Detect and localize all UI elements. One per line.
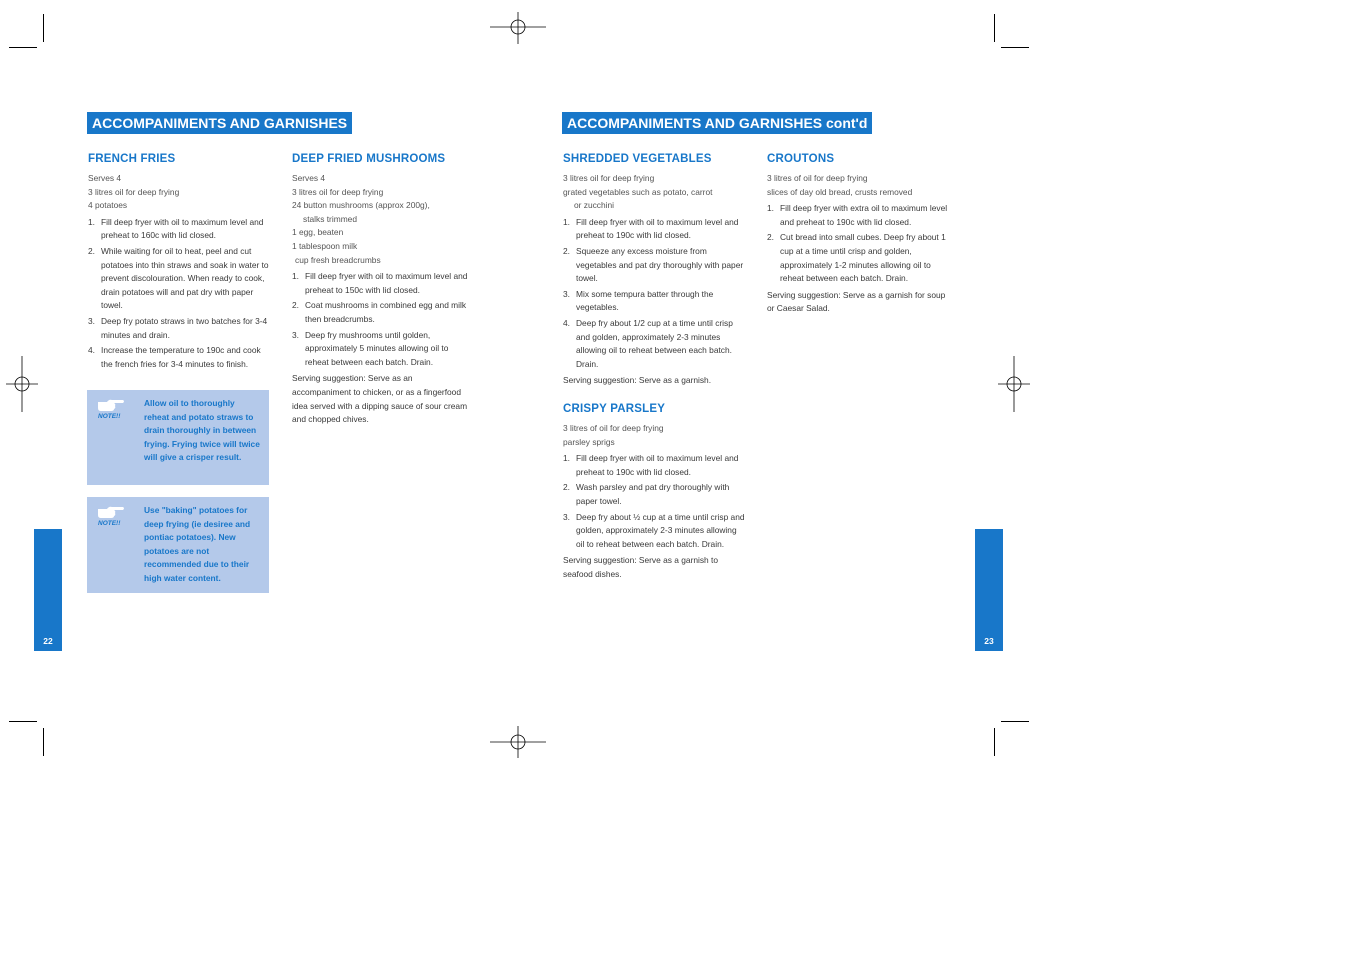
step bbox=[88, 216, 270, 243]
step bbox=[767, 202, 949, 229]
registration-mark-icon bbox=[0, 356, 50, 412]
crop-mark bbox=[994, 728, 995, 756]
step-number: 4. bbox=[88, 345, 95, 356]
step-number: 1. bbox=[88, 216, 95, 227]
ingredient: parsley sprigs bbox=[563, 436, 615, 447]
step-text: Increase the temperature to 190c and cook the french fries for 3-4 minutes to finish. bbox=[101, 345, 261, 369]
step-number: 3. bbox=[563, 288, 570, 299]
serving-suggestion: Serving suggestion: Serve as a garnish. bbox=[563, 375, 712, 386]
step bbox=[563, 317, 745, 371]
recipe-croutons bbox=[767, 152, 949, 316]
page-number-tab bbox=[34, 529, 62, 651]
step-text: Deep fry mushrooms until golden, approximately 5 minutes allowing oil to reheat between each batch. Drain. bbox=[305, 329, 449, 367]
ingredient: 3 litres of oil for deep frying bbox=[767, 173, 868, 183]
ingredient: Serves 4 bbox=[292, 173, 326, 183]
crop-mark bbox=[1001, 47, 1029, 48]
step-text: Deep fry about 1/2 cup at a time until crisp and golden, approximately 2-3 minutes allowing oil to reheat between each batch. Drain. bbox=[576, 317, 733, 369]
step bbox=[88, 344, 270, 371]
ingredient: 1 tablespoon milk bbox=[292, 240, 358, 251]
step-number: 2. bbox=[563, 245, 570, 256]
crop-mark bbox=[9, 47, 37, 48]
step bbox=[563, 216, 745, 243]
serving-suggestion: Serving suggestion: Serve as a garnish to seafood dishes. bbox=[563, 555, 719, 579]
step-text: Wash parsley and pat dry thoroughly with paper towel. bbox=[576, 482, 730, 506]
registration-mark-icon bbox=[986, 356, 1042, 412]
note-text: Allow oil to thoroughly reheat and potato straws to drain thoroughly in between frying. Frying twice will twice will give a crisper result. bbox=[144, 398, 260, 463]
note-box bbox=[87, 390, 269, 485]
ingredient: stalks trimmed bbox=[303, 213, 357, 224]
step-number: 2. bbox=[292, 300, 299, 311]
crop-mark bbox=[43, 728, 44, 756]
step-text: Squeeze any excess moisture from vegetables and pat dry thoroughly with paper towel. bbox=[576, 245, 744, 284]
step-text: Coat mushrooms in combined egg and milk then breadcrumbs. bbox=[305, 300, 467, 324]
step-number: 1. bbox=[292, 271, 299, 282]
ingredient: grated vegetables such as potato, carrot bbox=[563, 186, 713, 197]
page-banner-left: ACCOMPANIMENTS AND GARNISHES bbox=[87, 112, 352, 134]
recipe-title: FRENCH FRIES bbox=[88, 153, 176, 165]
step bbox=[563, 511, 745, 552]
step-number: 2. bbox=[767, 232, 774, 243]
step-text: Mix some tempura batter through the vegetables. bbox=[576, 288, 714, 313]
ingredient: 3 litres oil for deep frying bbox=[563, 173, 655, 183]
step-text: Fill deep fryer with extra oil to maximum level and preheat to 190c with lid closed. bbox=[780, 203, 948, 227]
ingredient: 1 egg, beaten bbox=[292, 227, 344, 238]
step-text: Fill deep fryer with oil to maximum level and preheat to 150c with lid closed. bbox=[305, 271, 468, 295]
ingredient: 3 litres of oil for deep frying bbox=[563, 423, 664, 433]
serving-suggestion: Serving suggestion: Serve as an accompaniment to chicken, or as a fingerfood idea served with a dipping sauce of sour cream and chopped chives. bbox=[292, 373, 468, 425]
page-number-tab bbox=[975, 529, 1003, 651]
step-text: Deep fry about ½ cup at a time until crisp and golden, approximately 2-3 minutes allowing oil to reheat between each batch. Drain. bbox=[576, 511, 745, 549]
step-number: 4. bbox=[563, 317, 570, 328]
step bbox=[88, 245, 270, 313]
crop-mark bbox=[43, 14, 44, 42]
step-text: Cut bread into small cubes. Deep fry about 1 cup at a time until crisp and golden, approximately 1-2 minutes allowing oil to reheat between each batch. Drain. bbox=[780, 232, 946, 284]
ingredient: 3 litres oil for deep frying bbox=[88, 186, 180, 197]
step-number: 1. bbox=[563, 216, 570, 227]
note-label: NOTE!! bbox=[98, 520, 121, 527]
ingredient: slices of day old bread, crusts removed bbox=[767, 186, 913, 197]
ingredient: cup fresh breadcrumbs bbox=[295, 254, 381, 265]
step bbox=[563, 452, 745, 479]
recipe-title: CROUTONS bbox=[767, 153, 835, 165]
page-number: 22 bbox=[43, 636, 53, 646]
step-number: 1. bbox=[563, 453, 570, 464]
step-text: While waiting for oil to heat, peel and cut potatoes into thin straws and soak in water to prevent discolouration. When ready to cook, drain potatoes will and pat dry with paper towel. bbox=[101, 245, 269, 311]
step-text: Fill deep fryer with oil to maximum level and preheat to 160c with lid closed. bbox=[101, 216, 264, 241]
step-number: 2. bbox=[563, 482, 570, 493]
step bbox=[563, 245, 745, 286]
note-text: Use "baking" potatoes for deep frying (ie desiree and pontiac potatoes). New potatoes are not recommended due to their high water content. bbox=[144, 505, 251, 583]
ingredient: 3 litres oil for deep frying bbox=[292, 186, 384, 197]
recipe-title: SHREDDED VEGETABLES bbox=[563, 153, 712, 165]
step-number: 3. bbox=[563, 511, 570, 522]
recipe-title: CRISPY PARSLEY bbox=[563, 403, 666, 415]
registration-mark-icon bbox=[490, 0, 546, 56]
page-number: 23 bbox=[984, 636, 994, 646]
step bbox=[88, 315, 270, 342]
step bbox=[767, 231, 949, 285]
recipe-french-fries bbox=[88, 152, 270, 373]
recipe-deep-fried-mushrooms bbox=[292, 152, 474, 427]
step bbox=[292, 270, 474, 297]
step bbox=[292, 299, 474, 326]
recipe-crispy-parsley bbox=[563, 402, 745, 582]
note-label: NOTE!! bbox=[98, 413, 121, 420]
pointing-hand-icon bbox=[97, 505, 125, 519]
page-banner-right: ACCOMPANIMENTS AND GARNISHES cont'd bbox=[562, 112, 872, 134]
step bbox=[563, 288, 745, 315]
ingredient: Serves 4 bbox=[88, 173, 122, 183]
ingredient: or zucchini bbox=[574, 200, 615, 211]
recipe-title: DEEP FRIED MUSHROOMS bbox=[292, 153, 446, 165]
registration-mark-icon bbox=[490, 714, 546, 770]
crop-mark bbox=[994, 14, 995, 42]
crop-mark bbox=[9, 721, 37, 722]
serving-suggestion: Serving suggestion: Serve as a garnish for soup or Caesar Salad. bbox=[767, 289, 946, 314]
step-text: Fill deep fryer with oil to maximum level and preheat to 190c with lid closed. bbox=[576, 216, 739, 241]
ingredient: 4 potatoes bbox=[88, 200, 128, 211]
recipe-shredded-vegetables bbox=[563, 152, 745, 388]
step-text: Fill deep fryer with oil to maximum level and preheat to 190c with lid closed. bbox=[576, 453, 739, 477]
crop-mark bbox=[1001, 721, 1029, 722]
step-number: 1. bbox=[767, 203, 774, 214]
step bbox=[563, 481, 745, 508]
step-number: 3. bbox=[88, 315, 95, 326]
step-number: 3. bbox=[292, 329, 299, 340]
step-number: 2. bbox=[88, 245, 95, 256]
note-box bbox=[87, 497, 269, 593]
step bbox=[292, 329, 474, 370]
ingredient: 24 button mushrooms (approx 200g), bbox=[292, 200, 430, 211]
pointing-hand-icon bbox=[97, 398, 125, 412]
step-text: Deep fry potato straws in two batches for 3-4 minutes and drain. bbox=[101, 315, 268, 340]
